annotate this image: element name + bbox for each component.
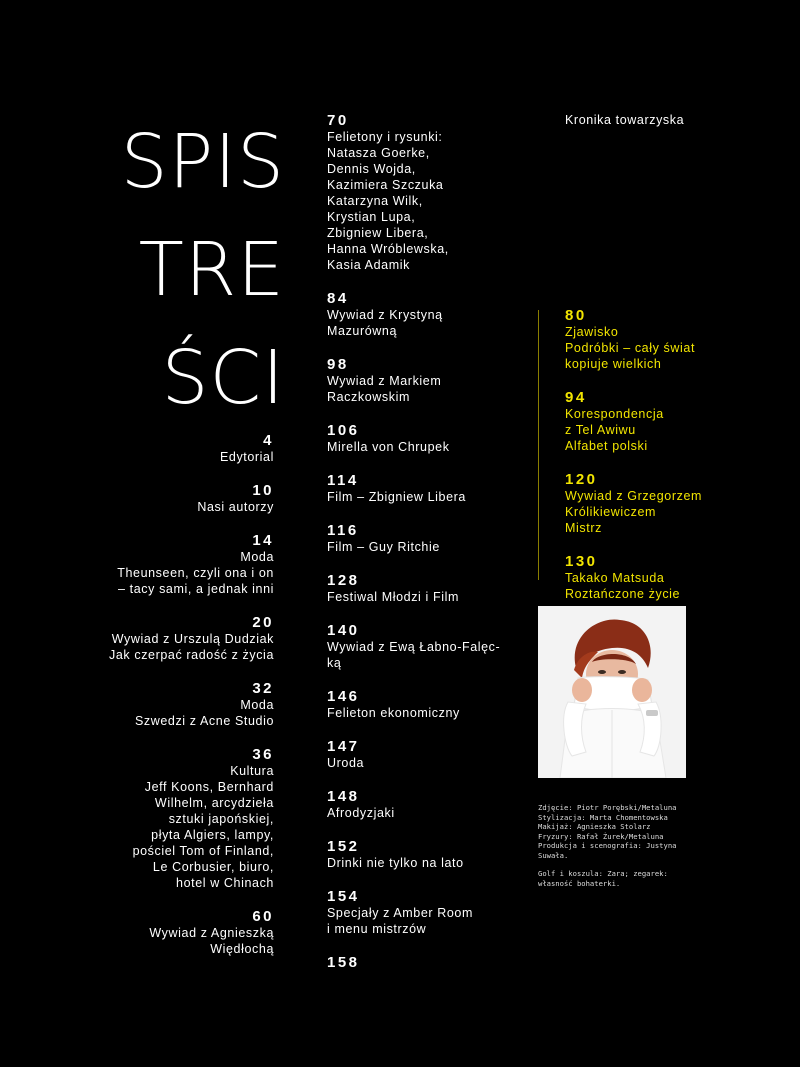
middle-entry	[327, 788, 527, 821]
toc-right-column	[538, 307, 765, 619]
photo-credits	[538, 803, 698, 888]
title-line-2: TRE	[138, 227, 285, 313]
page-number: 114	[327, 472, 359, 489]
toc-left-column	[54, 432, 274, 974]
entry-title-line: Korespondencja	[565, 407, 664, 421]
left-entry	[54, 908, 274, 957]
entry-title-line: kopiuje wielkich	[565, 357, 662, 371]
credit-line: Golf i koszula: Zara; zegarek:	[538, 869, 668, 878]
entry-title-line: Kasia Adamik	[327, 258, 410, 272]
left-entry	[54, 746, 274, 891]
entry-title-line: Hanna Wróblewska,	[327, 242, 449, 256]
middle-entry	[327, 572, 527, 605]
entry-title-line: Dennis Wojda,	[327, 162, 416, 176]
middle-entry	[327, 472, 527, 505]
middle-entry	[327, 112, 527, 273]
entry-title-line: Wywiad z Markiem	[327, 374, 442, 388]
left-entry	[54, 482, 274, 515]
right-entry	[565, 307, 765, 372]
middle-entry	[327, 688, 527, 721]
entry-title-line: Wywiad z Agnieszką	[149, 926, 274, 940]
entry-title-line: Jak czerpać radość z życia	[109, 648, 274, 662]
page-title	[110, 108, 285, 432]
entry-title-line: pościel Tom of Finland,	[132, 844, 274, 858]
entry-title-line: Katarzyna Wilk,	[327, 194, 423, 208]
entry-title-line: Mazurówną	[327, 324, 398, 338]
entry-title-line: Roztańczone życie	[565, 587, 681, 601]
entry-title-line: Felieton ekonomiczny	[327, 706, 460, 720]
entry-title-line: Festiwal Młodzi i Film	[327, 590, 459, 604]
middle-entry	[327, 290, 527, 339]
page-number: 94	[565, 389, 587, 406]
entry-title-line: płyta Algiers, lampy,	[151, 828, 274, 842]
page-number: 158	[327, 954, 360, 971]
credit-line: Suwała.	[538, 850, 569, 860]
section-label-kronika: Kronika towarzyska	[565, 113, 685, 127]
page-number: 32	[252, 680, 274, 697]
entry-title-line: Kultura	[230, 764, 274, 778]
entry-title-line: Jeff Koons, Bernhard	[144, 780, 274, 794]
cover-photo	[538, 606, 686, 778]
page-number: 148	[327, 788, 360, 805]
left-entry	[54, 532, 274, 597]
entry-title-line: Film – Zbigniew Libera	[327, 490, 466, 504]
entry-title-line: Takako Matsuda	[565, 571, 665, 585]
entry-title-line: z Tel Awiwu	[565, 423, 636, 437]
entry-title-line: Theunseen, czyli ona i on	[117, 566, 274, 580]
title-line-1: SPIS	[120, 119, 285, 205]
entry-title-line: Wywiad z Krystyną	[327, 308, 443, 322]
entry-title-line: Alfabet polski	[565, 439, 648, 453]
page-number: 147	[327, 738, 360, 755]
entry-title-line: Zbigniew Libera,	[327, 226, 429, 240]
credit-line: własność bohaterki.	[538, 878, 621, 888]
entry-title-line: hotel w Chinach	[176, 876, 274, 890]
entry-title-line: Podróbki – cały świat	[565, 341, 696, 355]
middle-entry	[327, 954, 527, 971]
entry-title-line: Wilhelm, arcydzieła	[154, 796, 274, 810]
middle-entry	[327, 888, 527, 937]
page-number: 10	[252, 482, 274, 499]
page-number: 152	[327, 838, 360, 855]
page-number: 146	[327, 688, 360, 705]
entry-title-line: ką	[327, 656, 342, 670]
page-number: 130	[565, 553, 598, 570]
entry-title-line: Szwedzi z Acne Studio	[134, 714, 274, 728]
entry-title-line: Moda	[240, 550, 274, 564]
entry-title-line: Kazimiera Szczuka	[327, 178, 444, 192]
entry-title-line: sztuki japońskiej,	[168, 812, 274, 826]
page-number: 98	[327, 356, 349, 373]
right-entry	[565, 471, 765, 536]
title-line-3: ŚCI	[161, 335, 285, 421]
entry-title-line: Afrodyzjaki	[327, 806, 395, 820]
page-number: 70	[327, 112, 349, 129]
left-entry	[54, 680, 274, 729]
page-number: 140	[327, 622, 360, 639]
entry-title-line: – tacy sami, a jednak inni	[118, 582, 274, 596]
page-number: 154	[327, 888, 360, 905]
page-number: 106	[327, 422, 360, 439]
credit-line: Stylizacja: Marta Chomentowska	[538, 812, 668, 822]
entry-title-line: Wywiad z Ewą Łabno-Falęc-	[327, 640, 501, 654]
entry-title-line: Krystian Lupa,	[327, 210, 416, 224]
page-number: 20	[252, 614, 274, 631]
entry-title-line: Film – Guy Ritchie	[327, 540, 440, 554]
page-number: 36	[252, 746, 274, 763]
right-entry	[565, 553, 765, 602]
page-number: 60	[252, 908, 274, 925]
middle-entry	[327, 522, 527, 555]
left-entry	[54, 432, 274, 465]
entry-title-line: Uroda	[327, 756, 365, 770]
entry-title-line: Moda	[240, 698, 274, 712]
entry-title-line: Natasza Goerke,	[327, 146, 430, 160]
page-number: 120	[565, 471, 598, 488]
entry-title-line: Mirella von Chrupek	[327, 440, 450, 454]
page-number: 80	[565, 307, 587, 324]
entry-title-line: Wywiad z Grzegorzem	[565, 489, 703, 503]
page-number: 14	[252, 532, 274, 549]
entry-title-line: Wywiad z Urszulą Dudziak	[111, 632, 274, 646]
credit-line: Produkcja i scenografia: Justyna	[538, 841, 677, 850]
entry-title-line: Królikiewiczem	[565, 505, 657, 519]
page-number: 84	[327, 290, 349, 307]
entry-title-line: Drinki nie tylko na lato	[327, 856, 464, 870]
entry-title-line: Edytorial	[219, 450, 274, 464]
page-number: 116	[327, 522, 359, 539]
credit-line: Zdjęcie: Piotr Porębski/Metaluna	[538, 803, 677, 812]
middle-entry	[327, 422, 527, 455]
middle-entry	[327, 622, 527, 671]
credit-line: Fryzury: Rafał Żurek/Metaluna	[538, 831, 664, 841]
middle-entry	[327, 356, 527, 405]
left-entry	[54, 614, 274, 663]
page-number: 128	[327, 572, 360, 589]
middle-entry	[327, 738, 527, 771]
entry-title-line: Le Corbusier, biuro,	[152, 860, 274, 874]
entry-title-line: Raczkowskim	[327, 390, 410, 404]
right-entry	[565, 389, 765, 454]
entry-title-line: i menu mistrzów	[327, 922, 427, 936]
entry-title-line: Więdłochą	[210, 942, 274, 956]
entry-title-line: Zjawisko	[565, 325, 619, 339]
entry-title-line: Felietony i rysunki:	[327, 130, 443, 144]
entry-title-line: Mistrz	[565, 521, 602, 535]
page-number: 4	[263, 432, 274, 449]
entry-title-line: Nasi autorzy	[197, 500, 274, 514]
middle-entry	[327, 838, 527, 871]
entry-title-line: Specjały z Amber Room	[327, 906, 473, 920]
credit-line: Makijaż: Agnieszka Stolarz	[538, 822, 651, 831]
toc-middle-column	[327, 112, 527, 988]
